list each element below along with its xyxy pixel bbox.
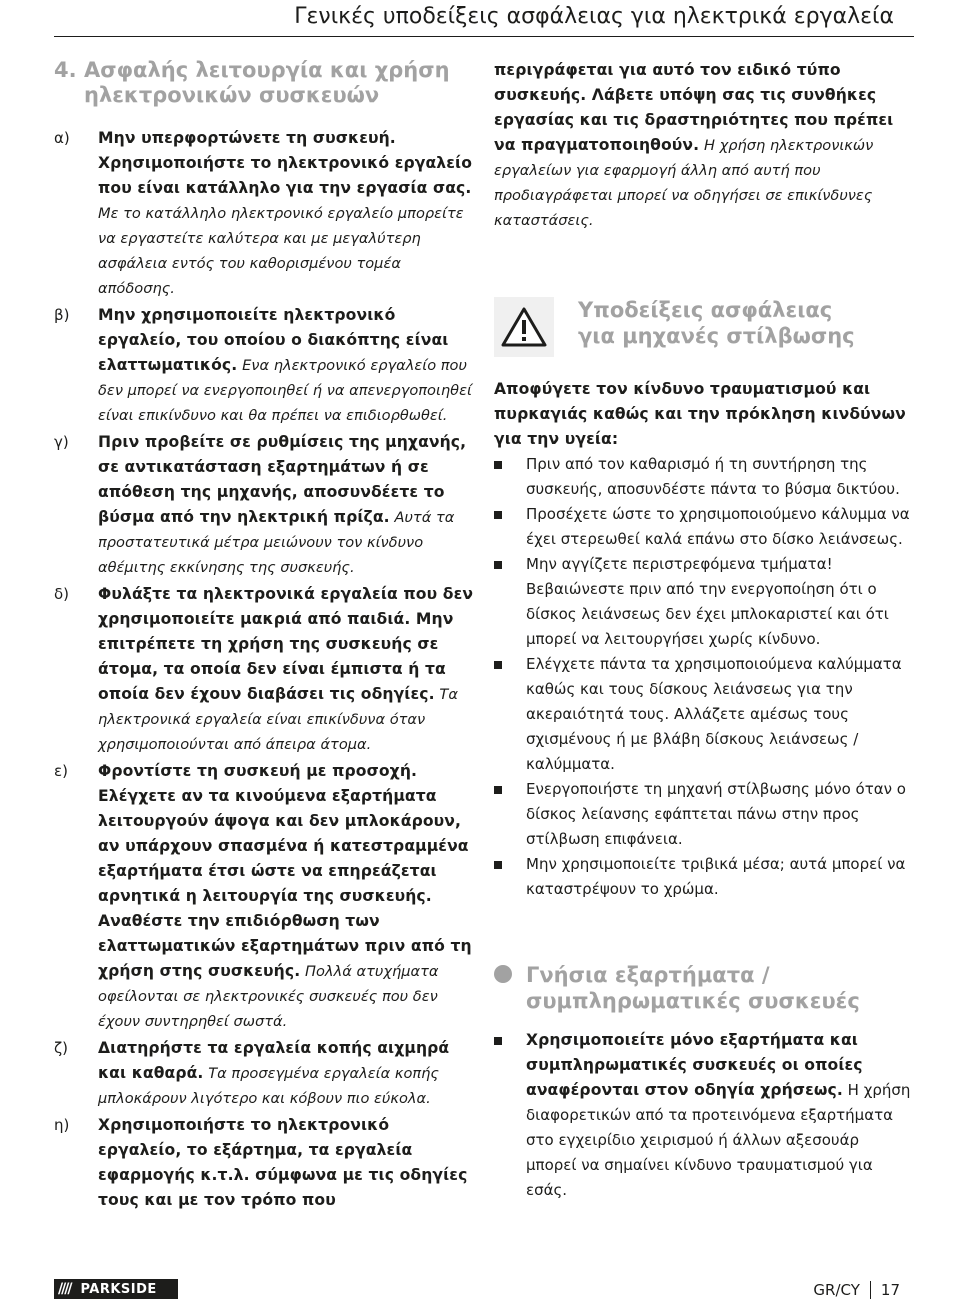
item-bold-text: Μην υπερφορτώνετε τη συσκευή. Χρησιμοποιήστε το ηλεκτρονικό εργαλείο που είναι κατάλληλο για την εργασία σας. (98, 129, 473, 197)
list-item (54, 430, 474, 580)
section-number: 4. (54, 58, 77, 82)
language-code: GR/CY (813, 1281, 860, 1299)
square-bullet-icon (494, 552, 526, 652)
item-bold-text: Χρησιμοποιήστε το ηλεκτρονικό εργαλείο, το εξάρτημα, τα εργαλεία εφαρμογής κ.τ.λ. σύμφωνα με τις οδηγίες τους και με τον τρόπο που (98, 1116, 468, 1209)
item-bold-text: Μην χρησιμοποιείτε ηλεκτρονικό εργαλείο, του οποίου ο διακόπτης είναι ελαττωματικός. (98, 306, 449, 374)
page-header (0, 0, 960, 40)
item-label: η) (54, 1116, 70, 1134)
list-item (54, 126, 474, 301)
accessories-title: Γνήσια εξαρτήματα / συμπληρωματικές συσκευές (526, 963, 860, 1013)
square-bullet-icon (494, 452, 526, 502)
accessories-text: Η χρήση διαφορετικών από τα προτεινόμενα εξαρτήματα στο εγχειρίδιο χειρισμού ή άλλων αξεσουάρ μπορεί να σημαίνει κίνδυνο τραυματισμού για εσάς. (526, 1081, 911, 1199)
left-column (54, 58, 474, 1213)
accessories-heading (494, 962, 914, 1014)
item-bold-text: Διατηρήστε τα εργαλεία κοπής αιχμηρά και καθαρά. (98, 1039, 450, 1082)
page-number: 17 (880, 1281, 900, 1299)
item-label: ε) (54, 762, 68, 780)
circle-bullet-icon (494, 965, 512, 983)
item-label: ζ) (54, 1039, 69, 1057)
bullet-item: Μην χρησιμοποιείτε τριβικά μέσα; αυτά μπορεί να καταστρέψουν το χρώμα. (494, 852, 914, 902)
bullet-item (494, 1028, 914, 1203)
item-italic-text: Αυτά τα προστατευτικά μέτρα μειώνουν τον κίνδυνο αθέμιτης εκκίνησης της συσκευής. (98, 509, 455, 576)
footer-divider (870, 1281, 871, 1299)
list-item (54, 1113, 474, 1213)
header-rule (54, 36, 914, 37)
item-bold-text: Φροντίστε τη συσκευή με προσοχή. Ελέγχετε αν τα κινούμενα εξαρτήματα λειτουργούν άψογα και δεν μπλοκάρουν, αν υπάρχουν σπασμένα ή κατεστραμμένα εξαρτήματα έτσι ώστε να επηρεάζεται αρνητικά η λειτουργία της συσκευής. Αναθέστε την επιδιόρθωση των ελαττωματικών εξαρτημάτων πριν από τη χρήση στης συσκευής. (98, 762, 472, 980)
continuation-italic-text: Η χρήση ηλεκτρονικών εργαλείων για εφαρμογή άλλη από αυτή που προδιαγράφεται μπορεί να οδηγήσει σε επικίνδυνες καταστάσεις. (494, 137, 874, 229)
item-label: γ) (54, 433, 69, 451)
square-bullet-icon (494, 502, 526, 552)
item-italic-text: Με το κατάλληλο ηλεκτρονικό εργαλείο μπορείτε να εργαστείτε καλύτερα και με μεγαλύτερη ασφάλεια εντός του καθορισμένου τομέα απόδοσης. (98, 205, 464, 297)
item-label: β) (54, 306, 70, 324)
item-italic-text: Τα προσεγμένα εργαλεία κοπής μπλοκάρουν λιγότερο και κόβουν πιο εύκολα. (98, 1065, 439, 1107)
list-item (54, 759, 474, 1034)
item-label: δ) (54, 585, 70, 603)
bullet-item: Ενεργοποιήστε τη μηχανή στίλβωσης μόνο όταν ο δίσκος λείανσης εφάπτεται πάνω στην προς στίλβωση επιφάνεια. (494, 777, 914, 852)
item-italic-text: Πολλά ατυχήματα οφείλονται σε ηλεκτρονικές συσκευές που δεν έχουν συντηρηθεί σωστά. (98, 963, 439, 1030)
header-title: Γενικές υποδείξεις ασφάλειας για ηλεκτρικά εργαλεία (294, 4, 894, 29)
bullet-item: Ελέγχετε πάντα τα χρησιμοποιούμενα καλύμματα καθώς και τους δίσκους λειάνσεως για την ακεραιότητά τους. Αλλάζετε αμέσως τους σχισμένους ή με βλάβη δίσκους λειάνσεως / καλύμματα. (494, 652, 914, 777)
continuation-bold-text: περιγράφεται για αυτό τον ειδικό τύπο συσκευής. Λάβετε υπόψη σας τις συνθήκες εργασίας και τις δραστηριότητες που πρέπει να πραγματοποιηθούν. (494, 61, 894, 154)
logo-brand-text: PARKSIDE (80, 1281, 157, 1297)
continuation-paragraph (494, 58, 914, 233)
warning-heading (494, 297, 914, 377)
item-label: α) (54, 129, 70, 147)
page-footer (813, 1281, 900, 1299)
section-title (54, 58, 474, 108)
warning-intro: Αποφύγετε τον κίνδυνο τραυματισμού και πυρκαγιάς καθώς και την πρόκληση κινδύνων για την υγεία: (494, 380, 906, 448)
bullet-item: Προσέχετε ώστε το χρησιμοποιούμενο κάλυμμα να έχει στερεωθεί καλά επάνω στο δίσκο λειάνσεως. (494, 502, 914, 552)
square-bullet-icon (494, 852, 526, 902)
list-item (54, 1036, 474, 1111)
section-title-line-1: Ασφαλής λειτουργία και χρήση (84, 58, 450, 82)
square-bullet-icon (494, 652, 526, 777)
warning-title: Υποδείξεις ασφάλειας για μηχανές στίλβωσης (578, 298, 855, 348)
list-item (54, 582, 474, 757)
item-italic-text: Ενα ηλεκτρονικό εργαλείο που δεν μπορεί να ενεργοποιηθεί ή να απενεργοποιηθεί είναι επικίνδυνο και θα πρέπει να επιδιορθωθεί. (98, 357, 472, 424)
item-bold-text: Φυλάξτε τα ηλεκτρονικά εργαλεία που δεν χρησιμοποιείτε μακριά από παιδιά. Μην επιτρέπετε τη χρήση της συσκευής σε άτομα, τα οποία δεν είναι έμπιστα ή τα οποία δεν έχουν διαβάσει τις οδηγίες. (98, 585, 474, 703)
item-bold-text: Πριν προβείτε σε ρυθμίσεις της μηχανής, σε αντικατάσταση εξαρτημάτων ή σε απόθεση της μηχανής, αποσυνδέετε το βύσμα από την ηλεκτρική πρίζα. (98, 433, 467, 526)
parkside-logo (54, 1279, 178, 1299)
square-bullet-icon (494, 1028, 526, 1203)
warning-triangle-icon (494, 297, 554, 357)
logo-stripes-icon: //// (58, 1281, 71, 1297)
accessories-bold-text: Χρησιμοποιείτε μόνο εξαρτήματα και συμπληρωματικές συσκευές οι οποίες αναφέρονται στον οδηγία χρήσεως. (526, 1031, 863, 1099)
bullet-item: Πριν από τον καθαρισμό ή τη συντήρηση της συσκευής, αποσυνδέστε πάντα το βύσμα δικτύου. (494, 452, 914, 502)
right-column (494, 58, 914, 1203)
section-title-line-2: ηλεκτρονικών συσκευών (84, 83, 380, 107)
list-item (54, 303, 474, 428)
item-italic-text: Τα ηλεκτρονικά εργαλεία είναι επικίνδυνα όταν χρησιμοποιούνται από άπειρα άτομα. (98, 686, 458, 753)
bullet-item: Μην αγγίζετε περιστρεφόμενα τμήματα! Βεβαιώνεστε πριν από την ενεργοποίηση ότι ο δίσκος λειάνσεως δεν έχει μπλοκαριστεί και ότι μπορεί να λειτουργήσει χωρίς κίνδυνο. (494, 552, 914, 652)
square-bullet-icon (494, 777, 526, 852)
